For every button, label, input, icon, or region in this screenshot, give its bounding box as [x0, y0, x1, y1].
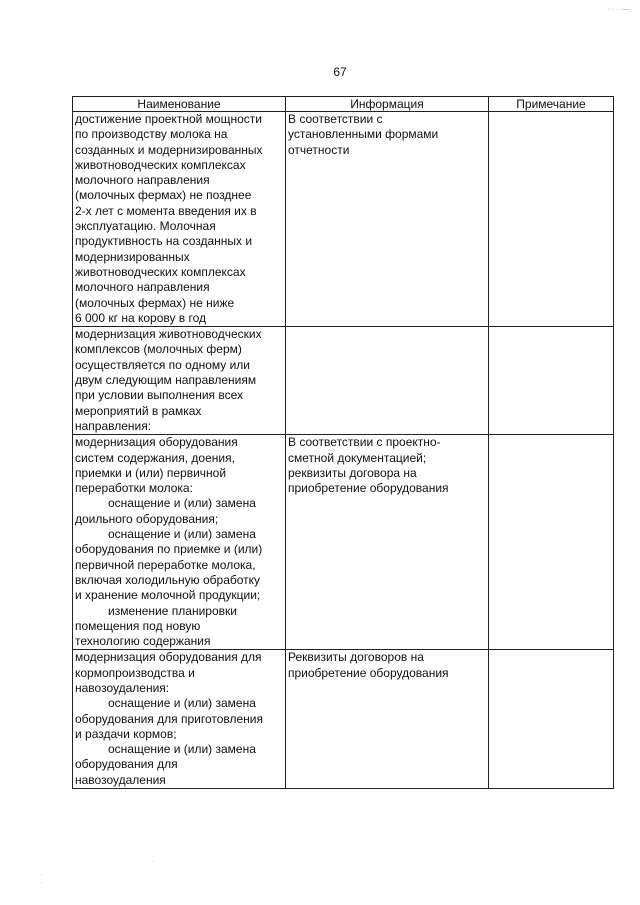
header-name: Наименование — [73, 97, 286, 112]
table-row — [73, 112, 614, 327]
cell-text-line: (молочных фермах) не позднее — [75, 188, 252, 203]
cell-text-line: оснащение и (или) замена — [108, 742, 256, 757]
cell-text-line: оборудования для — [75, 757, 178, 772]
cell-name — [73, 435, 286, 650]
cell-note — [489, 112, 614, 327]
cell-text-line: животноводческих комплексах — [75, 157, 246, 172]
cell-text-line: при условии выполнения всех — [75, 388, 244, 403]
scan-mark-top-right: ··· · ·— — [607, 6, 630, 13]
cell-text-line: приобретение оборудования — [288, 481, 449, 496]
cell-text-line: модернизация оборудования — [75, 435, 238, 450]
cell-text-line: животноводческих комплексах — [75, 264, 246, 279]
cell-text-line: осуществляется по одному или — [75, 357, 250, 372]
cell-text-line: кормопроизводства и — [75, 665, 195, 680]
cell-text-line: переработки молока: — [75, 481, 193, 496]
cell-text-line: молочного направления — [75, 173, 210, 188]
cell-text-line: 6 000 кг на корову в год — [75, 310, 207, 325]
cell-text-line: модернизация оборудования для — [75, 650, 262, 665]
header-info: Информация — [286, 97, 489, 112]
cell-note — [489, 435, 614, 650]
cell-text-line: помещения под новую — [75, 618, 201, 633]
cell-text-line: направления: — [75, 418, 152, 433]
cell-text-line: доильного оборудования; — [75, 511, 219, 526]
scan-mark-bottom-center: · — [152, 858, 155, 865]
scan-mark-bottom-left: · · — [40, 872, 43, 887]
cell-text-line: эксплуатацию. Молочная — [75, 219, 216, 234]
cell-text-line: В соответствии с — [288, 112, 383, 126]
cell-text-line: по производству молока на — [75, 127, 228, 142]
table-row — [73, 650, 614, 789]
cell-name — [73, 650, 286, 789]
cell-text-line: технологию содержания — [75, 634, 211, 649]
cell-text-line: оборудования для приготовления — [75, 711, 263, 726]
cell-text-line: комплексов (молочных ферм) — [75, 342, 242, 357]
cell-text-line: отчетности — [288, 142, 350, 157]
cell-text-line: В соответствии с проектно- — [288, 435, 441, 450]
cell-text-line: оснащение и (или) замена — [108, 696, 256, 711]
cell-name — [73, 327, 286, 435]
cell-text-line: включая холодильную обработку — [75, 572, 261, 587]
cell-name — [73, 112, 286, 327]
cell-text-line: систем содержания, доения, — [75, 450, 235, 465]
page-number: 67 — [333, 65, 347, 79]
cell-info — [286, 435, 489, 650]
cell-info — [286, 650, 489, 789]
cell-text-line: достижение проектной мощности — [75, 112, 262, 126]
cell-text-line: и хранение молочной продукции; — [75, 588, 261, 603]
cell-text-line: сметной документацией; — [288, 450, 427, 465]
cell-text-line: мероприятий в рамках — [75, 403, 202, 418]
header-note: Примечание — [489, 97, 614, 112]
cell-info — [286, 327, 489, 435]
cell-text-line: созданных и модернизированных — [75, 142, 263, 157]
cell-text-line: модернизация животноводческих — [75, 327, 262, 342]
document-table — [72, 96, 614, 789]
cell-info — [286, 112, 489, 327]
cell-text-line: 2-х лет с момента введения их в — [75, 203, 257, 218]
cell-text-line: приемки и (или) первичной — [75, 465, 227, 480]
cell-text-line: двум следующим направлениям — [75, 373, 257, 388]
cell-text-line: продуктивность на созданных и — [75, 234, 253, 249]
cell-text-line: Реквизиты договоров на — [288, 650, 424, 665]
cell-text-line: реквизиты договора на — [288, 465, 417, 480]
cell-note — [489, 650, 614, 789]
cell-text-line: приобретение оборудования — [288, 665, 449, 680]
table-row — [73, 327, 614, 435]
table-row — [73, 435, 614, 650]
cell-text-line: модернизированных — [75, 249, 190, 264]
cell-text-line: оборудования по приемке и (или) — [75, 542, 263, 557]
cell-text-line: (молочных фермах) не ниже — [75, 295, 235, 310]
cell-text-line: навозоудаления — [75, 772, 166, 787]
cell-note — [489, 327, 614, 435]
cell-text-line: установленными формами — [288, 127, 439, 142]
cell-text-line: молочного направления — [75, 280, 210, 295]
cell-text-line: навозоудаления: — [75, 680, 170, 695]
cell-text-line: первичной переработке молока, — [75, 557, 256, 572]
cell-text-line: оснащение и (или) замена — [108, 527, 256, 542]
table-header-row — [73, 97, 614, 112]
cell-text-line: и раздачи кормов; — [75, 726, 177, 741]
cell-text-line: изменение планировки — [108, 603, 237, 618]
cell-text-line: оснащение и (или) замена — [108, 496, 256, 511]
